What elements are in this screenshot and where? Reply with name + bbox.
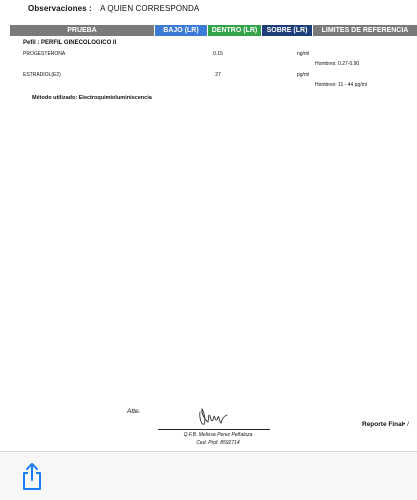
test-value: 0.15: [213, 51, 223, 57]
header-limites: LIMITES DE REFERENCIA: [313, 25, 417, 36]
share-icon: [18, 462, 46, 492]
method-used: Método utilizado: Electroquimioluminiscencia: [32, 95, 152, 101]
signer-name: Q.F.B. Melissa Perez Peñaloza: [183, 432, 253, 438]
signature-line: [158, 429, 270, 430]
atte-label: Atte.: [127, 408, 141, 415]
test-unit: ng/ml: [297, 51, 310, 57]
observaciones-label: Observaciones :: [28, 4, 92, 13]
share-button[interactable]: [18, 462, 46, 492]
bottom-toolbar: [0, 451, 417, 500]
observaciones-value: A QUIEN CORRESPONDA: [100, 4, 200, 13]
test-name: ESTRADIOL(E2): [23, 72, 61, 78]
test-reference: Hombres: 11 - 44 pg/ml: [315, 82, 367, 88]
results-table-header: [10, 25, 417, 36]
test-name: PROGESTERONA: [23, 51, 66, 57]
observaciones-line: [28, 4, 199, 13]
test-value: 27: [215, 72, 221, 78]
profile-title: Pefil : PERFIL GINECOLOGICO II: [23, 40, 117, 46]
test-reference: Hombres: 0.27-0.90: [315, 61, 360, 67]
test-unit: pg/ml: [297, 72, 310, 78]
header-bajo: BAJO (LR): [155, 25, 207, 36]
header-prueba: PRUEBA: [10, 25, 154, 36]
signature-image: [196, 404, 230, 428]
report-page-marker: • /: [403, 421, 409, 428]
signer-license: Ced. Prof. 8592714: [196, 440, 240, 446]
report-status: Reporte Final: [362, 421, 404, 428]
header-sobre: SOBRE (LR): [262, 25, 312, 36]
header-dentro: DENTRO (LR): [208, 25, 261, 36]
